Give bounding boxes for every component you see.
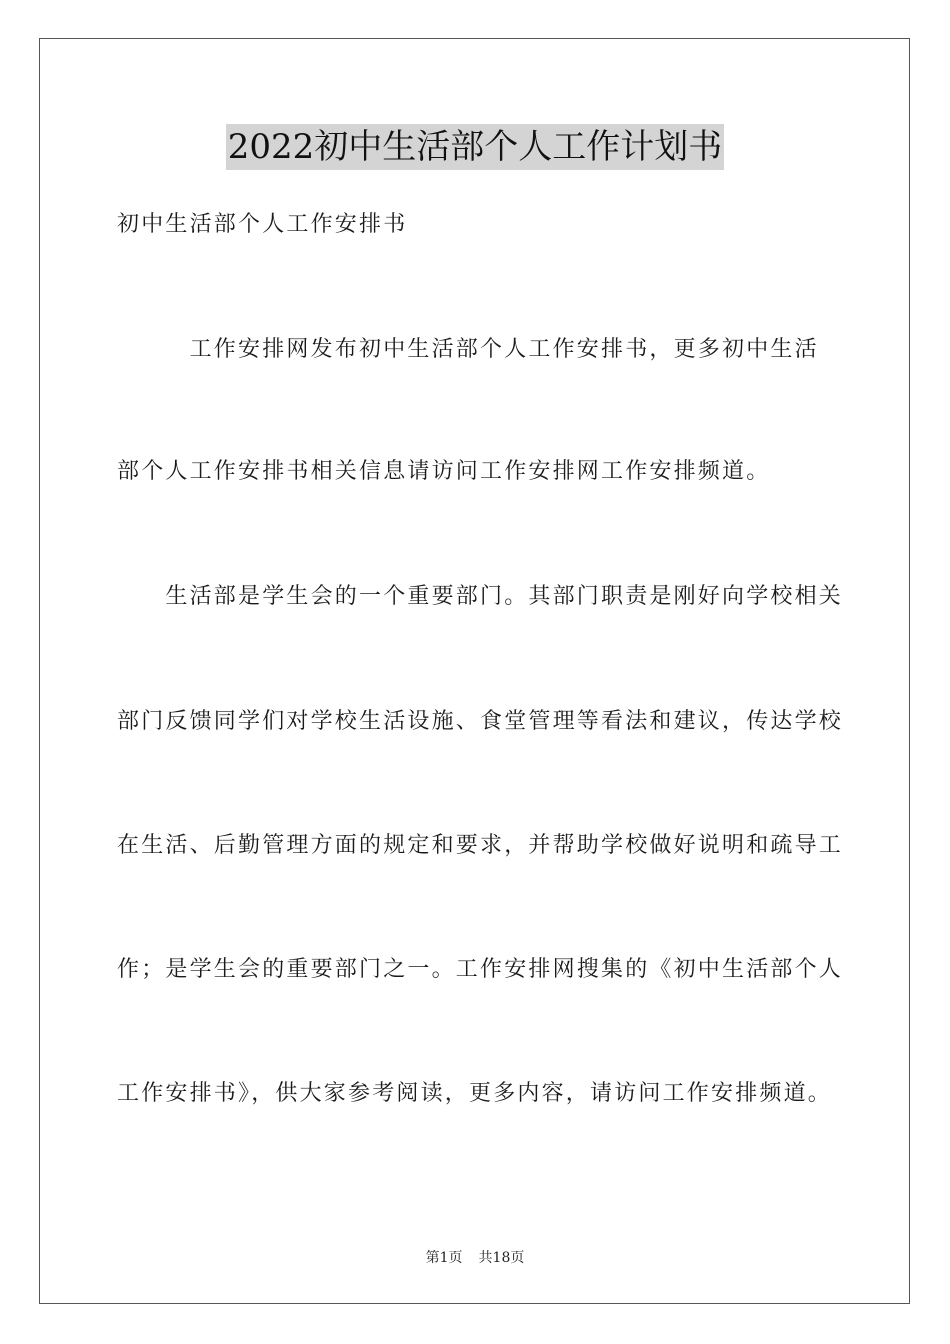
body-line: 作；是学生会的重要部门之一。工作安排网搜集的《初中生活部个人 [117,957,844,982]
body-line: 工作安排网发布初中生活部个人工作安排书，更多初中生活 [117,337,819,362]
title-container [0,124,950,170]
page-number: 第1页 [425,1250,463,1266]
document-subtitle: 初中生活部个人工作安排书 [117,212,408,237]
body-line: 部个人工作安排书相关信息请访问工作安排网工作安排频道。 [117,459,771,484]
document-title: 2022初中生活部个人工作计划书 [226,124,725,170]
body-line: 生活部是学生会的一个重要部门。其部门职责是刚好向学校相关 [117,584,844,609]
body-line: 工作安排书》，供大家参考阅读，更多内容，请访问工作安排频道。 [117,1081,833,1106]
body-line: 部门反馈同学们对学校生活设施、食堂管理等看法和建议，传达学校 [117,709,844,734]
body-line: 在生活、后勤管理方面的规定和要求，并帮助学校做好说明和疏导工 [117,833,844,858]
page-footer [0,1248,950,1268]
page-total: 共18页 [478,1250,525,1266]
